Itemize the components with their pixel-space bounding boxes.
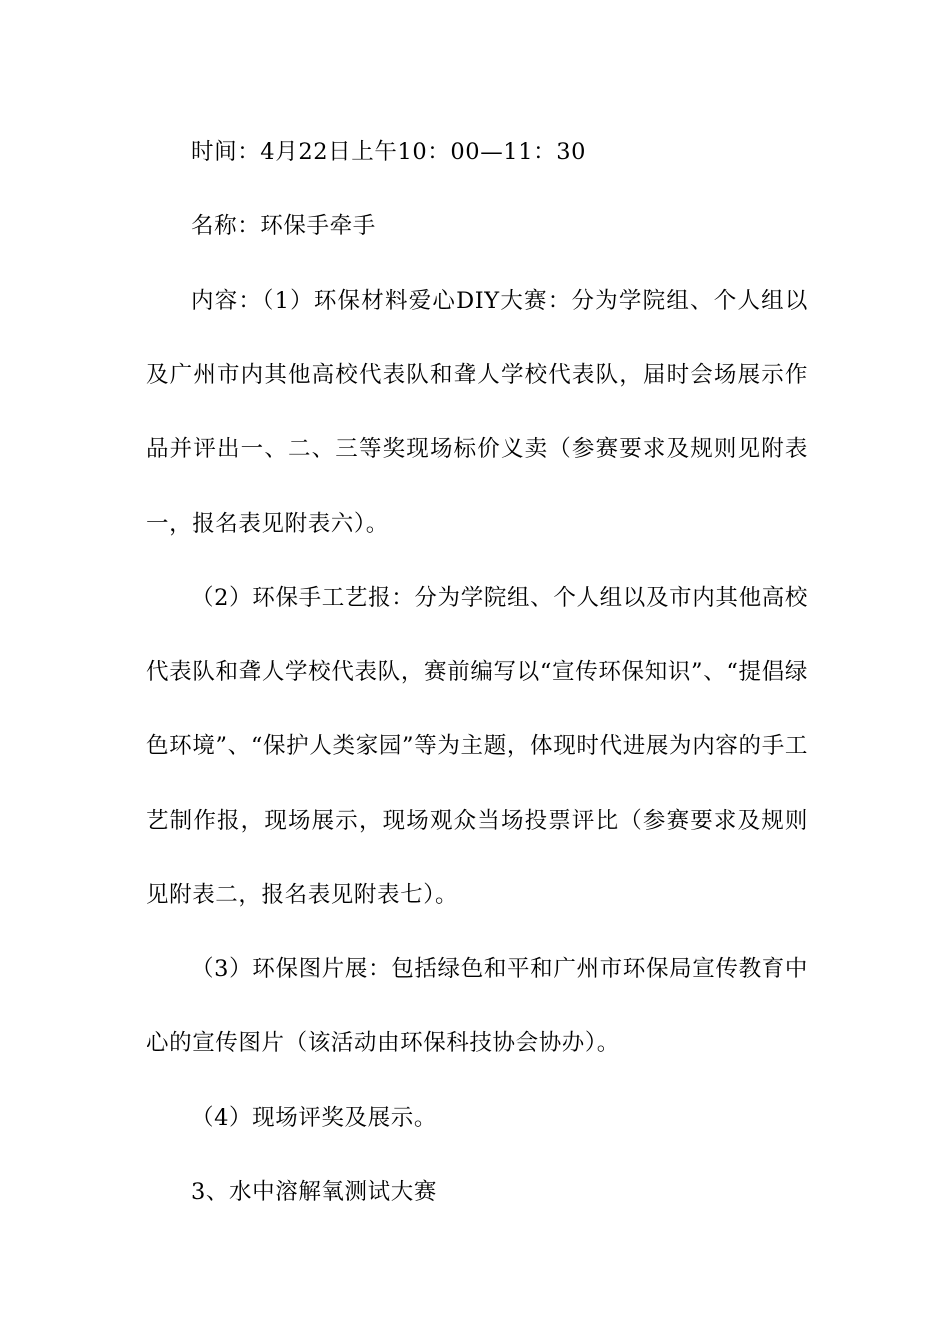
paragraph-content-1: 内容：（1）环保材料爱心DIY大赛：分为学院组、个人组以及广州市内其他高校代表队和聋人学校代表队，届时会场展示作品并评出一、二、三等奖现场标价义卖（参赛要求及规则见附表一，报名表见附表六）。 xyxy=(146,288,808,537)
paragraph-time: 时间：4月22日上午10：00—11：30 xyxy=(191,139,587,165)
paragraph-name: 名称：环保手牵手 xyxy=(191,213,376,239)
section-heading-3: 3、水中溶解氧测试大赛 xyxy=(191,1179,437,1205)
paragraph-content-3: （3）环保图片展：包括绿色和平和广州市环保局宣传教育中心的宣传图片（该活动由环保科技协会协办）。 xyxy=(146,956,808,1057)
paragraph-content-2: （2）环保手工艺报：分为学院组、个人组以及市内其他高校代表队和聋人学校代表队，赛前编写以“宣传环保知识”、“提倡绿色环境”、“保护人类家园”等为主题，体现时代进展为内容的手工艺制作报，现场展示，现场观众当场投票评比（参赛要求及规则见附表二，报名表见附表七）。 xyxy=(146,585,808,908)
paragraph-content-4: （4）现场评奖及展示。 xyxy=(191,1105,437,1131)
